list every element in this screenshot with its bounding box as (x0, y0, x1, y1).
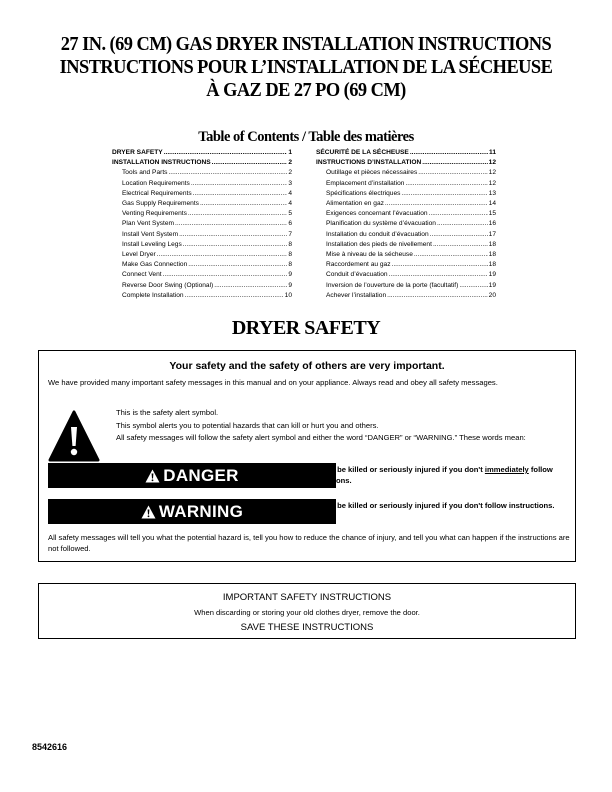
toc-column-english (112, 148, 292, 301)
toc-entry-label: Install Leveling Legs (122, 240, 182, 248)
important-instructions-box (38, 583, 576, 639)
toc-leader-dots (437, 219, 488, 229)
toc-entry-label: Planification du système d’évacuation (326, 220, 436, 228)
toc-entry-label: Location Requirements (122, 179, 190, 187)
toc-entry (112, 250, 292, 260)
toc-entry-label: Venting Requirements (122, 210, 187, 218)
toc-entry-label: Achever l’installation (326, 291, 387, 299)
toc-entry (112, 168, 292, 178)
toc-entry (316, 291, 496, 301)
toc-leader-dots (188, 209, 287, 219)
safety-footer: All safety messages will tell you what the potential hazard is, tell you how to reduce the chance of injury, and tell you what can happen if the instructions are not followed. (48, 533, 570, 553)
safety-alert-icon (48, 410, 100, 464)
toc-leader-dots (193, 189, 288, 199)
toc-leader-dots (405, 179, 487, 189)
part-number: 8542616 (32, 742, 68, 752)
safety-intro: We have provided many important safety messages in this manual and on your appliance. Always read and obey all safety messages. (48, 378, 498, 387)
toc-leader-dots (191, 179, 288, 189)
toc-entry (316, 158, 496, 168)
toc-entry-page: 20 (488, 291, 496, 299)
danger-text (306, 464, 570, 486)
warning-label: WARNING (158, 501, 244, 521)
toc-entry-label: INSTALLATION INSTRUCTIONS (112, 159, 211, 167)
toc-entry-label: Plan Vent System (122, 220, 175, 228)
safety-box (38, 350, 576, 562)
toc-leader-dots (175, 219, 287, 229)
toc-entry-page: 13 (488, 189, 496, 197)
toc-entry-label: SÉCURITÉ DE LA SÉCHEUSE (316, 149, 409, 156)
toc-entry (316, 270, 496, 280)
toc-entry-page: 5 (288, 210, 292, 218)
toc-entry-label: Raccordement au gaz (326, 261, 391, 269)
toc-entry (112, 281, 292, 291)
toc-leader-dots (163, 270, 288, 280)
warning-text: You can be killed or seriously injured if you don't follow instructions. (306, 501, 555, 510)
toc-leader-dots (389, 270, 488, 280)
toc-leader-dots (157, 250, 288, 260)
toc-entry (316, 281, 496, 291)
toc-entry-page: 17 (488, 230, 496, 238)
toc-entry (316, 189, 496, 199)
toc-entry-page: 1 (288, 149, 292, 156)
toc-entry-label: Electrical Requirements (122, 189, 192, 197)
danger-label: DANGER (163, 465, 239, 485)
toc-entry-label: DRYER SAFETY (112, 149, 163, 156)
toc-entry-page: 2 (288, 159, 292, 167)
toc-entry-page: 9 (288, 271, 292, 279)
toc-leader-dots (183, 240, 288, 250)
toc-entry-label: Conduit d’évacuation (326, 271, 388, 279)
toc-entry (112, 230, 292, 240)
toc-leader-dots (401, 189, 487, 199)
toc-entry-page: 9 (288, 281, 292, 289)
toc-entry (112, 199, 292, 209)
toc-entry-page: 19 (488, 271, 496, 279)
toc-entry-page: 10 (284, 291, 292, 299)
toc-entry (316, 230, 496, 240)
toc-entry-page: 8 (288, 251, 292, 259)
important-title: IMPORTANT SAFETY INSTRUCTIONS (222, 592, 392, 603)
toc-entry-label: INSTRUCTIONS D’INSTALLATION (316, 159, 422, 167)
danger-signal-box (48, 463, 336, 488)
toc-entry (316, 260, 496, 270)
save-instructions: SAVE THESE INSTRUCTIONS (240, 622, 374, 633)
toc-entry (112, 158, 292, 168)
toc-entry-label: Complete Installation (122, 291, 184, 299)
toc-entry (112, 260, 292, 270)
toc-entry (316, 219, 496, 229)
toc-entry-label: Inversion de l’ouverture de la porte (facultatif) (326, 281, 459, 289)
alert-line-2: This symbol alerts you to potential hazards that can kill or hurt you and others. (116, 421, 379, 430)
toc-entry (316, 199, 496, 209)
toc-entry-page: 19 (488, 281, 496, 289)
toc-leader-dots (168, 168, 287, 178)
document-title (24, 33, 587, 102)
section-title: DRYER SAFETY (231, 317, 381, 339)
toc-heading: Table of Contents / Table des matières (198, 129, 414, 145)
toc-leader-dots (422, 158, 487, 168)
toc-leader-dots (430, 230, 488, 240)
toc-entry-label: Alimentation en gaz (326, 200, 384, 208)
danger-text-emphasis: immediately (484, 465, 529, 474)
toc-entry (112, 219, 292, 229)
toc-entry-page: 12 (488, 159, 496, 167)
toc-leader-dots (179, 230, 287, 240)
toc-leader-dots (459, 281, 487, 291)
toc-leader-dots (414, 250, 488, 260)
alert-line-3: All safety messages will follow the safety alert symbol and either the word “DANGER” or “WARNING.” These words mean: (116, 433, 526, 442)
toc-entry-label: Emplacement d’installation (326, 179, 405, 187)
toc-entry-page: 8 (288, 261, 292, 269)
toc-entry (112, 148, 292, 158)
toc-leader-dots (433, 240, 488, 250)
toc-entry-page: 12 (488, 179, 496, 187)
toc-entry-label: Mise à niveau de la sécheuse (326, 251, 413, 259)
toc-entry (112, 240, 292, 250)
toc-entry-page: 7 (288, 230, 292, 238)
toc-entry-page: 6 (288, 220, 292, 228)
safety-heading: Your safety and the safety of others are very important. (169, 360, 445, 372)
toc-entry-page: 12 (488, 169, 496, 177)
danger-alert-icon (145, 469, 160, 483)
toc-entry (316, 148, 496, 158)
toc-leader-dots (188, 260, 287, 270)
toc-entry-label: Spécifications électriques (326, 189, 401, 197)
danger-text-pre: You can be killed or seriously injured if you don't (306, 465, 485, 474)
alert-explanation (116, 406, 566, 443)
toc-entry-page: 18 (488, 251, 496, 259)
important-body: When discarding or storing your old clothes dryer, remove the door. (194, 608, 420, 617)
toc-entry-label: Installation du conduit d’évacuation (326, 230, 429, 238)
toc-entry-label: Tools and Parts (122, 169, 168, 177)
toc-entry (112, 179, 292, 189)
alert-line-1: This is the safety alert symbol. (116, 408, 219, 417)
toc-entry (316, 209, 496, 219)
toc-entry-page: 15 (488, 210, 496, 218)
toc-leader-dots (200, 199, 287, 209)
toc-leader-dots (387, 291, 488, 301)
toc-entry (316, 250, 496, 260)
toc-entry (316, 240, 496, 250)
warning-alert-icon (141, 505, 156, 519)
toc-entry-page: 3 (288, 179, 292, 187)
toc-entry (112, 189, 292, 199)
toc-leader-dots (429, 209, 488, 219)
toc-entry-page: 8 (288, 240, 292, 248)
toc-entry-page: 2 (288, 169, 292, 177)
toc-entry (112, 291, 292, 301)
toc-entry-page: 18 (488, 261, 496, 269)
toc-entry-page: 4 (288, 200, 292, 208)
toc-entry-label: Reverse Door Swing (Optional) (122, 281, 214, 289)
warning-signal-box (48, 499, 336, 524)
toc-entry-page: 11 (489, 149, 496, 156)
toc-entry-label: Gas Supply Requirements (122, 200, 199, 208)
toc-entry-page: 14 (488, 200, 496, 208)
toc-entry-label: Exigences concernant l’évacuation (326, 210, 428, 218)
title-line-3: À GAZ DE 27 PO (69 CM) (206, 79, 406, 101)
toc-leader-dots (392, 260, 488, 270)
toc-entry-label: Make Gas Connection (122, 261, 188, 269)
toc-entry-page: 18 (488, 240, 496, 248)
toc-entry-page: 4 (288, 189, 292, 197)
danger-text-post: follow instructions. (306, 465, 553, 485)
toc-leader-dots (214, 281, 287, 291)
toc-leader-dots (164, 148, 288, 158)
toc-entry-page: 16 (488, 220, 496, 228)
toc-leader-dots (212, 158, 288, 168)
toc-entry-label: Install Vent System (122, 230, 179, 238)
title-line-2: INSTRUCTIONS POUR L’INSTALLATION DE LA SÉCHEUSE (59, 56, 553, 78)
title-line-1: 27 IN. (69 CM) GAS DRYER INSTALLATION INSTRUCTIONS (60, 33, 552, 55)
toc-leader-dots (410, 148, 488, 158)
toc-entry-label: Installation des pieds de nivellement (326, 240, 432, 248)
toc-entry (316, 179, 496, 189)
toc-entry (112, 209, 292, 219)
toc-entry-label: Connect Vent (122, 271, 162, 279)
toc-leader-dots (418, 168, 487, 178)
toc-leader-dots (185, 291, 284, 301)
toc-entry-label: Outillage et pièces nécessaires (326, 169, 418, 177)
toc-column-french (316, 148, 496, 301)
toc-entry-label: Level Dryer (122, 251, 156, 259)
toc-leader-dots (385, 199, 488, 209)
toc-entry (112, 270, 292, 280)
toc-entry (316, 168, 496, 178)
